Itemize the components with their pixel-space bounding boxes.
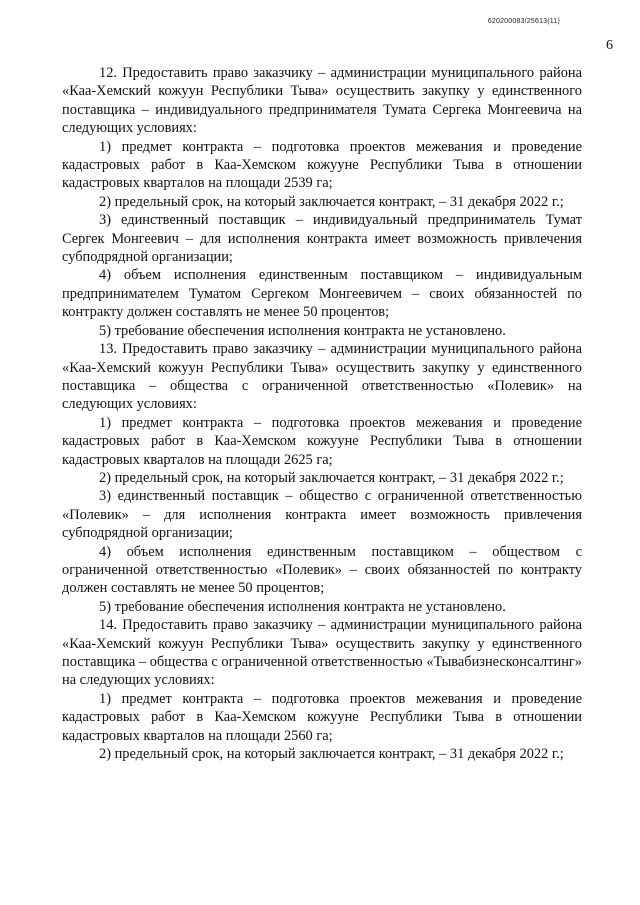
page-number: 6 xyxy=(606,38,613,53)
paragraph-12-5: 5) требование обеспечения исполнения контракта не установлено. xyxy=(99,322,506,339)
paragraph-12-4: 4) объем исполнения единственным поставщиком – индивидуальным предпринимателем Туматом Сергеком Монгеевичем – своих обязанностей по контракту должен составлять не менее 50 процентов; xyxy=(62,267,582,321)
paragraph-13: 13. Предоставить право заказчику – администрации муниципального района «Каа-Хемский кожуун Республики Тыва» осуществить закупку у единственного поставщика – общества с ограниченной ответственностью «Полевик» на следующих условиях: xyxy=(62,341,582,413)
paragraph-13-1: 1) предмет контракта – подготовка проектов межевания и проведение кадастровых работ в Каа-Хемском кожууне Республики Тыва в отношении кадастровых кварталов на площади 2625 га; xyxy=(62,414,582,468)
document-body xyxy=(62,64,582,763)
paragraph-14-1: 1) предмет контракта – подготовка проектов межевания и проведение кадастровых работ в Каа-Хемском кожууне Республики Тыва в отношении кадастровых кварталов на площади 2560 га; xyxy=(62,690,582,744)
paragraph-12: 12. Предоставить право заказчику – администрации муниципального района «Каа-Хемский кожуун Республики Тыва» осуществить закупку у единственного поставщика – индивидуального предпринимателя Тумата Сергека Монгеевича на следующих условиях: xyxy=(62,65,582,137)
paragraph-14: 14. Предоставить право заказчику – администрации муниципального района «Каа-Хемский кожуун Республики Тыва» осуществить закупку у единственного поставщика – общества с ограниченной ответственностью «Тывабизнесконсалтинг» на следующих условиях: xyxy=(62,617,582,689)
paragraph-12-2: 2) предельный срок, на который заключается контракт, – 31 декабря 2022 г.; xyxy=(99,193,564,210)
paragraph-14-2: 2) предельный срок, на который заключается контракт, – 31 декабря 2022 г.; xyxy=(99,746,564,763)
paragraph-12-3: 3) единственный поставщик – индивидуальный предприниматель Тумат Сергек Монгеевич – для исполнения контракта имеет возможность привлечения субподрядной организации; xyxy=(62,212,582,266)
paragraph-13-5: 5) требование обеспечения исполнения контракта не установлено. xyxy=(99,598,506,615)
document-code: 620200083/25613(11) xyxy=(487,18,560,25)
paragraph-13-2: 2) предельный срок, на который заключается контракт, – 31 декабря 2022 г.; xyxy=(99,469,564,486)
paragraph-13-3: 3) единственный поставщик – общество с ограниченной ответственностью «Полевик» – для исполнения контракта имеет возможность привлечения субподрядной организации; xyxy=(62,488,582,542)
paragraph-12-1: 1) предмет контракта – подготовка проектов межевания и проведение кадастровых работ в Каа-Хемском кожууне Республики Тыва в отношении кадастровых кварталов на площади 2539 га; xyxy=(62,138,582,192)
paragraph-13-4: 4) объем исполнения единственным поставщиком – обществом с ограниченной ответственностью «Полевик» – своих обязанностей по контракту должен составлять не менее 50 процентов; xyxy=(62,543,582,597)
